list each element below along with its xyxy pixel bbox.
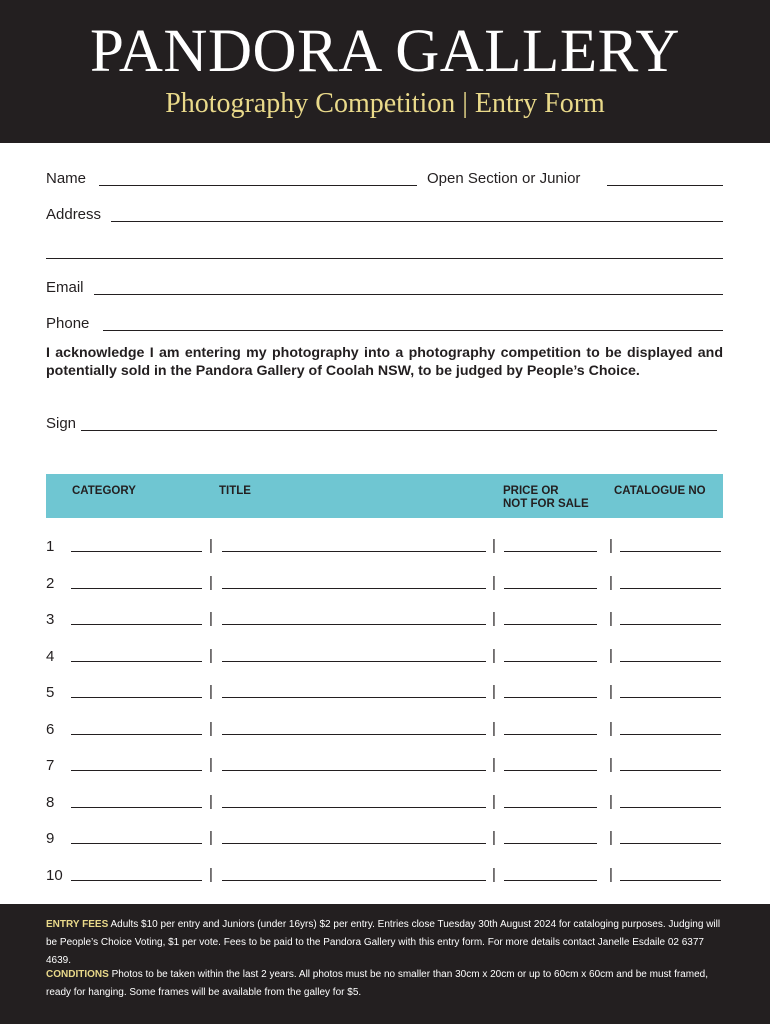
column-separator: |	[609, 537, 613, 554]
title-input-line[interactable]	[222, 880, 486, 881]
conditions-paragraph	[46, 966, 726, 1002]
table-row	[0, 721, 770, 741]
title-input-line[interactable]	[222, 770, 486, 771]
column-separator: |	[492, 865, 496, 883]
catalogue-input-line[interactable]	[620, 588, 721, 589]
price-input-line[interactable]	[504, 661, 597, 662]
title-input-line[interactable]	[222, 624, 486, 625]
column-separator: |	[492, 646, 496, 664]
category-column-header: CATEGORY	[72, 485, 136, 497]
price-input-line[interactable]	[504, 880, 597, 881]
category-input-line[interactable]	[71, 880, 202, 881]
title-input-line[interactable]	[222, 551, 486, 552]
price-input-line[interactable]	[504, 807, 597, 808]
address-field-line-2[interactable]	[46, 258, 723, 259]
price-input-line[interactable]	[504, 843, 597, 844]
category-input-line[interactable]	[71, 734, 202, 735]
category-input-line[interactable]	[71, 551, 202, 552]
category-input-line[interactable]	[71, 843, 202, 844]
column-separator: |	[492, 683, 496, 700]
column-separator: |	[209, 756, 213, 773]
row-number: 9	[46, 830, 55, 847]
table-row	[0, 757, 770, 777]
column-separator: |	[209, 792, 213, 810]
catalogue-input-line[interactable]	[620, 880, 721, 881]
column-separator: |	[609, 573, 613, 591]
category-input-line[interactable]	[71, 661, 202, 662]
header-banner	[0, 0, 770, 143]
row-number: 3	[46, 611, 55, 628]
catalogue-input-line[interactable]	[620, 697, 721, 698]
catalogue-input-line[interactable]	[620, 551, 721, 552]
column-separator: |	[209, 719, 213, 737]
email-field[interactable]	[94, 294, 723, 295]
address-field-line-1[interactable]	[111, 221, 723, 222]
column-separator: |	[609, 865, 613, 883]
column-separator: |	[609, 756, 613, 773]
table-row	[0, 867, 770, 887]
price-column-header	[503, 485, 589, 511]
price-input-line[interactable]	[504, 770, 597, 771]
phone-label: Phone	[46, 315, 90, 332]
catalogue-input-line[interactable]	[620, 807, 721, 808]
conditions-text: Photos to be taken within the last 2 years. All photos must be no smaller than 30cm x 20cm or up to 60cm x 60cm and be must framed, ready for hanging. Some frames will be available from the galley for $5.	[46, 969, 708, 998]
column-separator: |	[609, 683, 613, 700]
title-input-line[interactable]	[222, 697, 486, 698]
acknowledgement-text: I acknowledge I am entering my photography into a photography competition to be displayed and potentially sold in the Pandora Gallery of Coolah NSW, to be judged by People’s Choice.	[46, 345, 723, 379]
section-label: Open Section or Junior	[427, 170, 581, 187]
signature-field[interactable]	[81, 430, 717, 431]
table-row	[0, 611, 770, 631]
row-number: 5	[46, 684, 55, 701]
category-input-line[interactable]	[71, 807, 202, 808]
row-number: 6	[46, 720, 55, 738]
catalogue-input-line[interactable]	[620, 734, 721, 735]
row-number: 2	[46, 574, 55, 592]
row-number: 10	[46, 866, 63, 884]
column-separator: |	[492, 792, 496, 810]
column-separator: |	[492, 573, 496, 591]
table-row	[0, 648, 770, 668]
column-separator: |	[209, 573, 213, 591]
email-label: Email	[46, 279, 84, 296]
column-separator: |	[492, 829, 496, 846]
footer-panel	[0, 904, 770, 1024]
column-separator: |	[209, 865, 213, 883]
catalogue-input-line[interactable]	[620, 770, 721, 771]
column-separator: |	[609, 646, 613, 664]
column-separator: |	[209, 829, 213, 846]
table-row	[0, 684, 770, 704]
catalogue-input-line[interactable]	[620, 661, 721, 662]
entry-fees-paragraph	[46, 916, 726, 970]
category-input-line[interactable]	[71, 770, 202, 771]
form-subtitle: Photography Competition | Entry Form	[165, 88, 605, 119]
row-number: 4	[46, 647, 55, 665]
title-input-line[interactable]	[222, 807, 486, 808]
row-number: 8	[46, 793, 55, 811]
catalogue-input-line[interactable]	[620, 843, 721, 844]
catalogue-column-header: CATALOGUE NO	[614, 485, 706, 497]
price-input-line[interactable]	[504, 588, 597, 589]
column-separator: |	[209, 683, 213, 700]
title-column-header: TITLE	[219, 485, 251, 497]
title-input-line[interactable]	[222, 843, 486, 844]
gallery-title: PANDORA GALLERY	[90, 18, 680, 85]
column-separator: |	[609, 792, 613, 810]
column-separator: |	[609, 829, 613, 846]
price-input-line[interactable]	[504, 551, 597, 552]
title-input-line[interactable]	[222, 661, 486, 662]
table-row	[0, 830, 770, 850]
column-separator: |	[209, 537, 213, 554]
category-input-line[interactable]	[71, 697, 202, 698]
table-row	[0, 538, 770, 558]
phone-field[interactable]	[103, 330, 723, 331]
entry-fees-label: ENTRY FEES	[46, 919, 109, 930]
column-separator: |	[609, 610, 613, 627]
catalogue-input-line[interactable]	[620, 624, 721, 625]
price-input-line[interactable]	[504, 734, 597, 735]
price-input-line[interactable]	[504, 624, 597, 625]
price-header-line-1: PRICE OR	[503, 485, 559, 497]
section-field[interactable]	[607, 185, 723, 186]
price-input-line[interactable]	[504, 697, 597, 698]
conditions-label: CONDITIONS	[46, 969, 109, 980]
column-separator: |	[492, 537, 496, 554]
column-separator: |	[492, 610, 496, 627]
column-separator: |	[492, 719, 496, 737]
table-row	[0, 575, 770, 595]
title-input-line[interactable]	[222, 588, 486, 589]
title-input-line[interactable]	[222, 734, 486, 735]
column-separator: |	[209, 610, 213, 627]
category-input-line[interactable]	[71, 624, 202, 625]
row-number: 1	[46, 538, 55, 555]
name-field[interactable]	[99, 185, 417, 186]
sign-label: Sign	[46, 415, 77, 432]
category-input-line[interactable]	[71, 588, 202, 589]
name-label: Name	[46, 170, 87, 187]
address-label: Address	[46, 206, 102, 223]
entry-fees-text: Adults $10 per entry and Juniors (under 16yrs) $2 per entry. Entries close Tuesday 30th August 2024 for cataloging purposes. Judging will be People’s Choice Voting, $1 per vote. Fees to be paid to the Pandora Gallery with this entry form. For more details contact Janelle Esdaile 02 6377 4639.	[46, 919, 721, 966]
row-number: 7	[46, 757, 55, 774]
table-row	[0, 794, 770, 814]
entries-table-header	[46, 474, 723, 518]
column-separator: |	[609, 719, 613, 737]
price-header-line-2: NOT FOR SALE	[503, 498, 589, 510]
column-separator: |	[209, 646, 213, 664]
column-separator: |	[492, 756, 496, 773]
